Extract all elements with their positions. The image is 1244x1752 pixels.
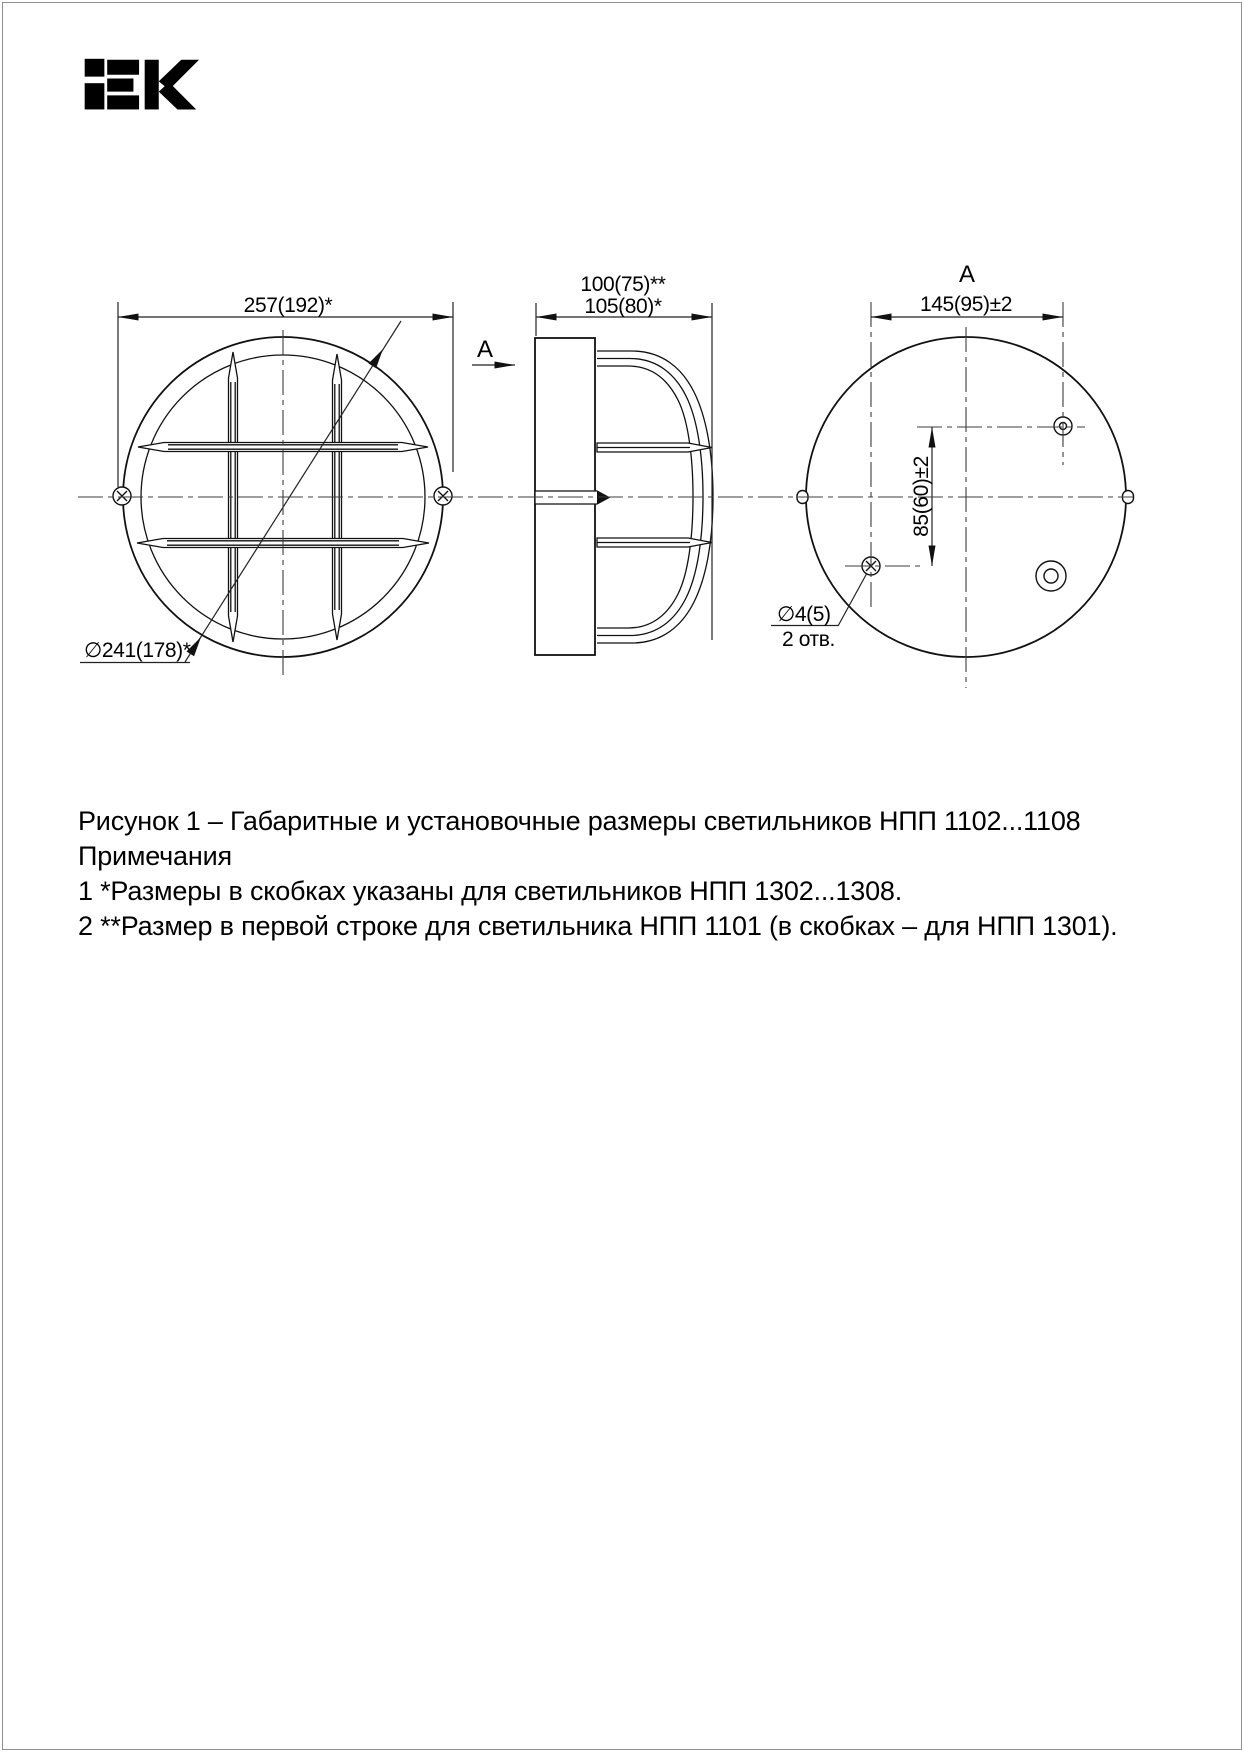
caption-note-1: 1 *Размеры в скобках указаны для светильников НПП 1302...1308. (78, 876, 903, 906)
front-width-dim-text: 257(192)* (243, 294, 333, 317)
front-view (80, 302, 453, 663)
front-right-screw-icon (434, 487, 452, 505)
caption-note-2: 2 **Размер в первой строке для светильника НПП 1101 (в скобках – для НПП 1301). (78, 911, 1118, 941)
dimension-drawing (0, 0, 1244, 760)
rear-hole-count-text: 2 отв. (782, 628, 835, 651)
view-arrow-letter: A (476, 336, 494, 363)
side-depth-text: 105(80)* (584, 295, 662, 318)
side-view (472, 303, 713, 655)
rear-v-spacing-text: 85(60)±2 (910, 456, 933, 537)
front-width-dimension (118, 302, 453, 487)
front-diameter-text: ∅241(178)* (84, 639, 191, 662)
rear-view-title: A (958, 261, 976, 288)
rear-cable-entry-hole (1036, 561, 1066, 591)
side-depth-alt-text: 100(75)** (580, 273, 666, 296)
caption-notes-header: Примечания (78, 841, 232, 871)
figure-caption (78, 804, 1117, 944)
rear-hole-diameter-text: ∅4(5) (777, 603, 831, 626)
rear-h-spacing-text: 145(95)±2 (920, 293, 1012, 316)
side-grill-bars (597, 443, 712, 547)
side-depth-dimension (536, 303, 712, 640)
front-left-screw-icon (113, 487, 131, 505)
caption-title: Рисунок 1 – Габаритные и установочные размеры светильников НПП 1102...1108 (78, 806, 1081, 836)
